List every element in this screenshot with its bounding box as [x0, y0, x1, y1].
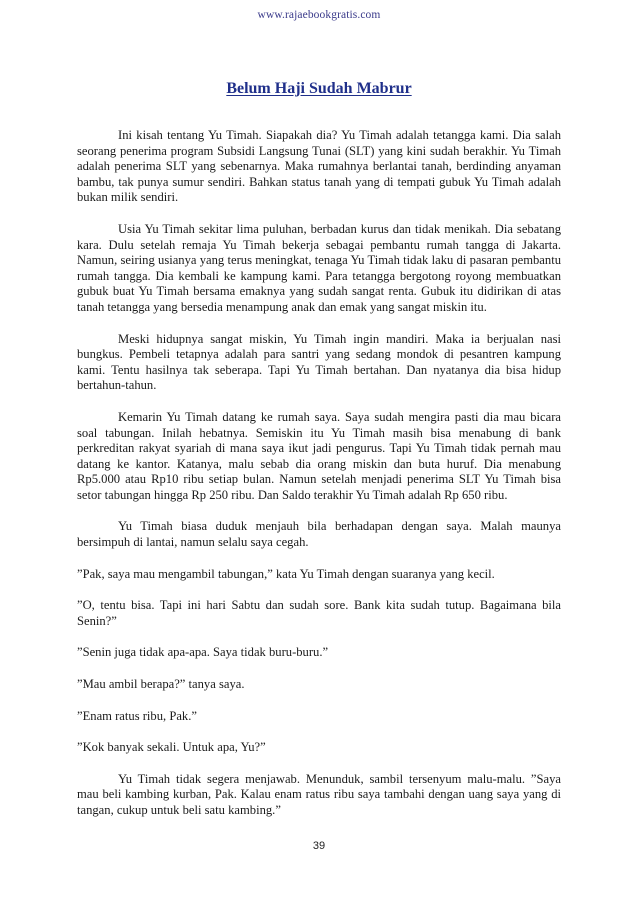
page-title: Belum Haji Sudah Mabrur [226, 80, 412, 97]
paragraph-visit: Yu Timah biasa duduk menjauh bila berhadapan dengan saya. Malah maunya bersimpuh di lantai, namun selalu saya cegah. [77, 519, 561, 550]
dialogue-line: ”Enam ratus ribu, Pak.” [77, 708, 197, 723]
dialogue-line: ”Mau ambil berapa?” tanya saya. [77, 677, 245, 692]
dialogue-line: ”Kok banyak sekali. Untuk apa, Yu?” [77, 740, 266, 755]
dialogue-line: ”Pak, saya mau mengambil tabungan,” kata Yu Timah dengan suaranya yang kecil. [77, 566, 495, 581]
body-text [77, 128, 561, 835]
page-number: 39 [312, 840, 326, 852]
header-url[interactable]: www.rajaebookgratis.com [257, 9, 381, 21]
dialogue-line: ”O, tentu bisa. Tapi ini hari Sabtu dan sudah sore. Bank kita sudah tutup. Bagaimana bila Senin?” [77, 598, 561, 628]
paragraph-savings: Kemarin Yu Timah datang ke rumah saya. Saya sudah mengira pasti dia mau bicara soal tabungan. Inilah hebatnya. Semiskin itu Yu Timah masih bisa menabung di bank perkreditan rakyat syariah di mana saya ikut jadi pengurus. Tapi Yu Timah tidak pernah mau datang ke kantor. Katanya, malu sebab dia orang miskin dan buta huruf. Dia menabung Rp5.000 atau Rp10 ribu setiap bulan. Namun setelah menjadi penerima SLT Yu Timah bisa setor tabungan hingga Rp 250 ribu. Dan Saldo terakhir Yu Timah adalah Rp 650 ribu. [77, 409, 561, 502]
dialogue-line: ”Senin juga tidak apa-apa. Saya tidak buru-buru.” [77, 645, 329, 660]
paragraph-background: Usia Yu Timah sekitar lima puluhan, berbadan kurus dan tidak menikah. Dia sebatang kara. Dulu setelah remaja Yu Timah bekerja sebagai pembantu rumah tangga di Jakarta. Namun, seiring usianya yang terus meningkat, tenaga Yu Timah tidak laku di pasaran pembantu rumah tangga. Dia kembali ke kampung kami. Para tetangga bergotong royong membuatkan gubuk buat Yu Timah bersama emaknya yang sudah sangat renta. Gubuk itu didirikan di atas tanah tetangga yang bersedia menampung anak dan emak yang sangat miskin itu. [77, 221, 561, 314]
paragraph-closing: Yu Timah tidak segera menjawab. Menunduk, sambil tersenyum malu-malu. ”Saya mau beli kambing kurban, Pak. Kalau enam ratus ribu saya tambahi dengan uang saya yang di tangan, cukup untuk beli satu kambing.” [77, 771, 561, 817]
paragraph-intro: Ini kisah tentang Yu Timah. Siapakah dia? Yu Timah adalah tetangga kami. Dia salah seorang penerima program Subsidi Langsung Tunai (SLT) yang kini sudah berakhir. Yu Timah adalah penerima SLT yang sebenarnya. Maka rumahnya berlantai tanah, berdinding anyaman bambu, tak punya sumur sendiri. Bahkan status tanah yang di tempati gubuk Yu Timah adalah bukan milik sendiri. [77, 128, 561, 205]
paragraph-livelihood: Meski hidupnya sangat miskin, Yu Timah ingin mandiri. Maka ia berjualan nasi bungkus. Pembeli tetapnya adalah para santri yang sedang mondok di pesantren kampung kami. Tentu hasilnya tak seberapa. Tapi Yu Timah bertahan. Dan nyatanya dia bisa hidup bertahun-tahun. [77, 331, 561, 393]
